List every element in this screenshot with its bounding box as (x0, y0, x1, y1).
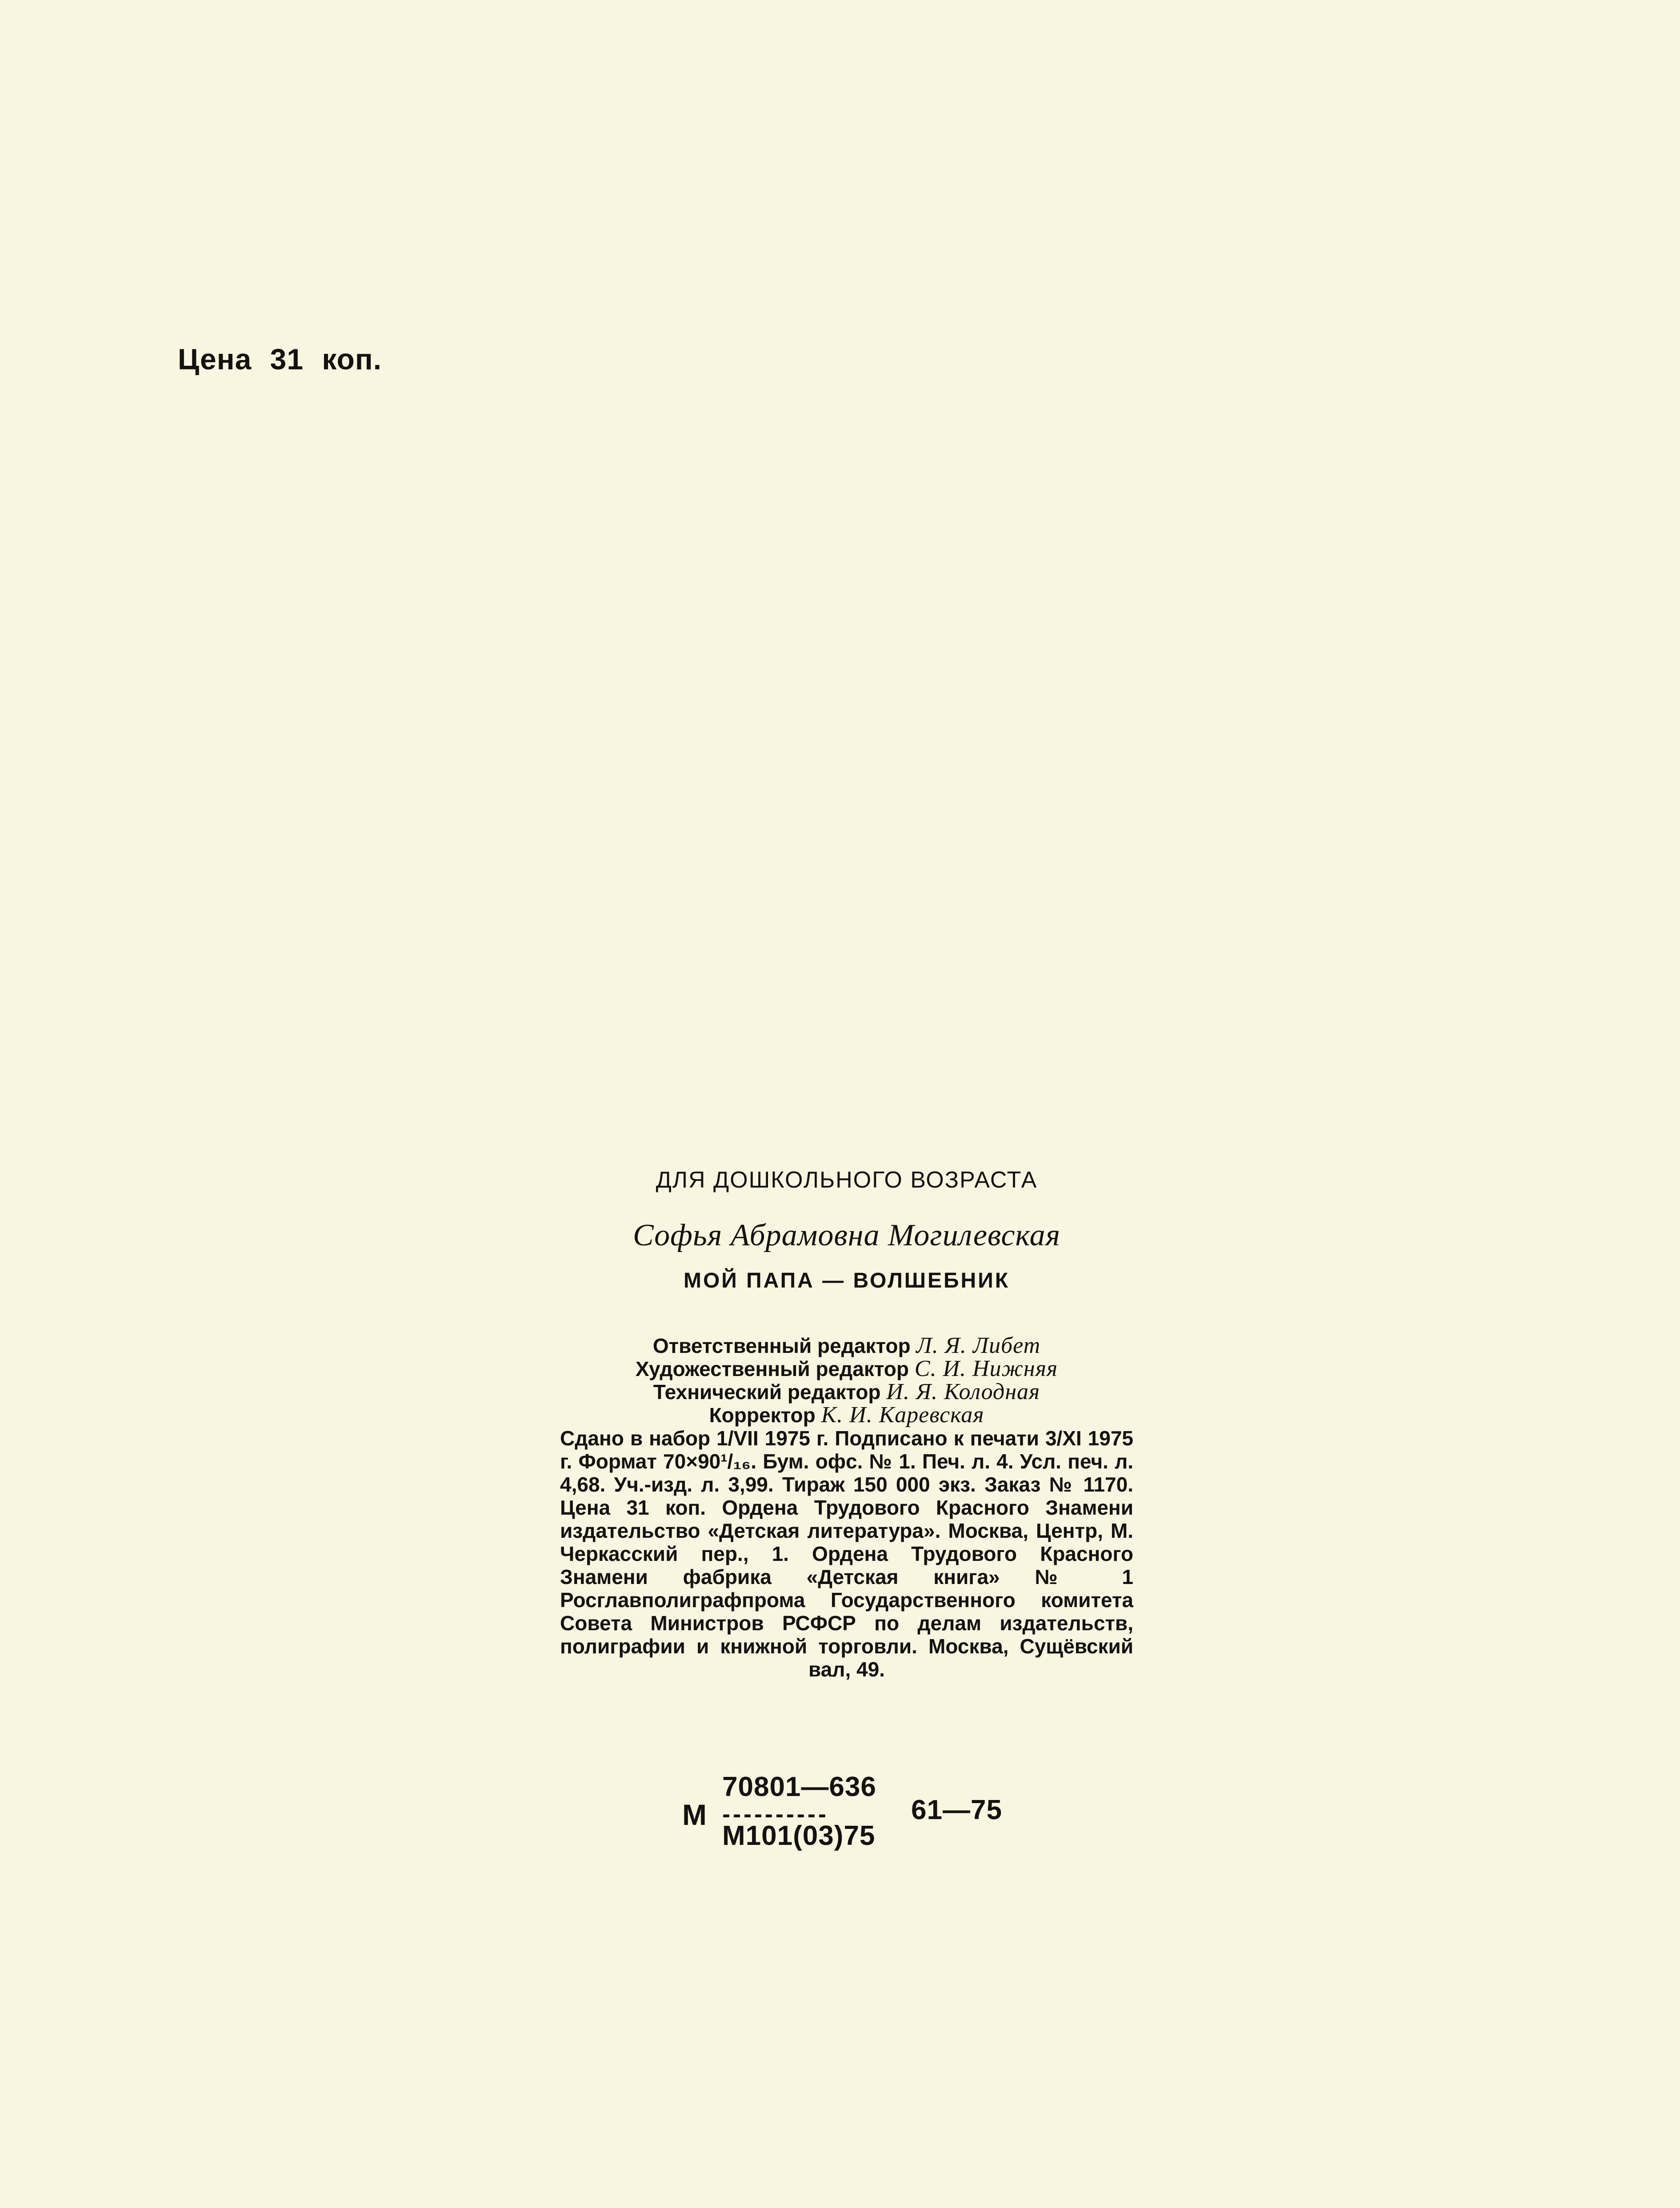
imprint-block (560, 1160, 1133, 1681)
staff-role: Ответственный редактор (652, 1334, 911, 1357)
staff-list (560, 1334, 1133, 1427)
book-title: МОЙ ПАПА — ВОЛШЕБНИК (683, 1269, 1010, 1292)
catalog-code-separator: ---------- (722, 1801, 829, 1828)
staff-name: И. Я. Колодная (886, 1379, 1040, 1404)
catalog-code-denominator: М101(03)75 (722, 1820, 876, 1851)
staff-name: С. И. Нижняя (914, 1356, 1058, 1381)
staff-line (560, 1404, 1133, 1427)
staff-name: Л. Я. Либет (916, 1333, 1041, 1358)
price-label: Цена 31 коп. (178, 343, 382, 376)
staff-line (560, 1380, 1133, 1404)
staff-role: Художественный редактор (635, 1357, 909, 1380)
staff-name: К. И. Каревская (821, 1402, 984, 1428)
staff-role: Технический редактор (653, 1380, 881, 1404)
author-name: Софья Абрамовна Могилевская (633, 1218, 1060, 1252)
catalog-code-letter: М (682, 1798, 707, 1831)
catalog-code (682, 1771, 1038, 1860)
publication-details: Сдано в набор 1/VII 1975 г. Подписано к печати 3/XI 1975 г. Формат 70×90¹/₁₆. Бум. офс. № 1. Печ. л. 4. Усл. печ. л. 4,68. Уч.-изд. л. 3,99. Тираж 150 000 экз. Заказ № 1170. Цена 31 коп. Ордена Трудового Красного Знамени издательство «Детская литература». Москва, Центр, М. Черкасский пер., 1. Ордена Трудового Красного Знамени фабрика «Детская книга» № 1 Росглавполиграфпрома Государственного комитета Совета Министров РСФСР по делам издательств, полиграфии и книжной торговли. Москва, Сущёвский вал, 49. (560, 1427, 1133, 1681)
staff-role: Корректор (709, 1404, 816, 1427)
catalog-code-suffix: 61—75 (911, 1795, 1002, 1825)
staff-line (560, 1357, 1133, 1380)
staff-line (560, 1334, 1133, 1357)
age-group-label: ДЛЯ ДОШКОЛЬНОГО ВОЗРАСТА (656, 1167, 1038, 1193)
catalog-code-numerator: 70801—636 (722, 1772, 876, 1802)
